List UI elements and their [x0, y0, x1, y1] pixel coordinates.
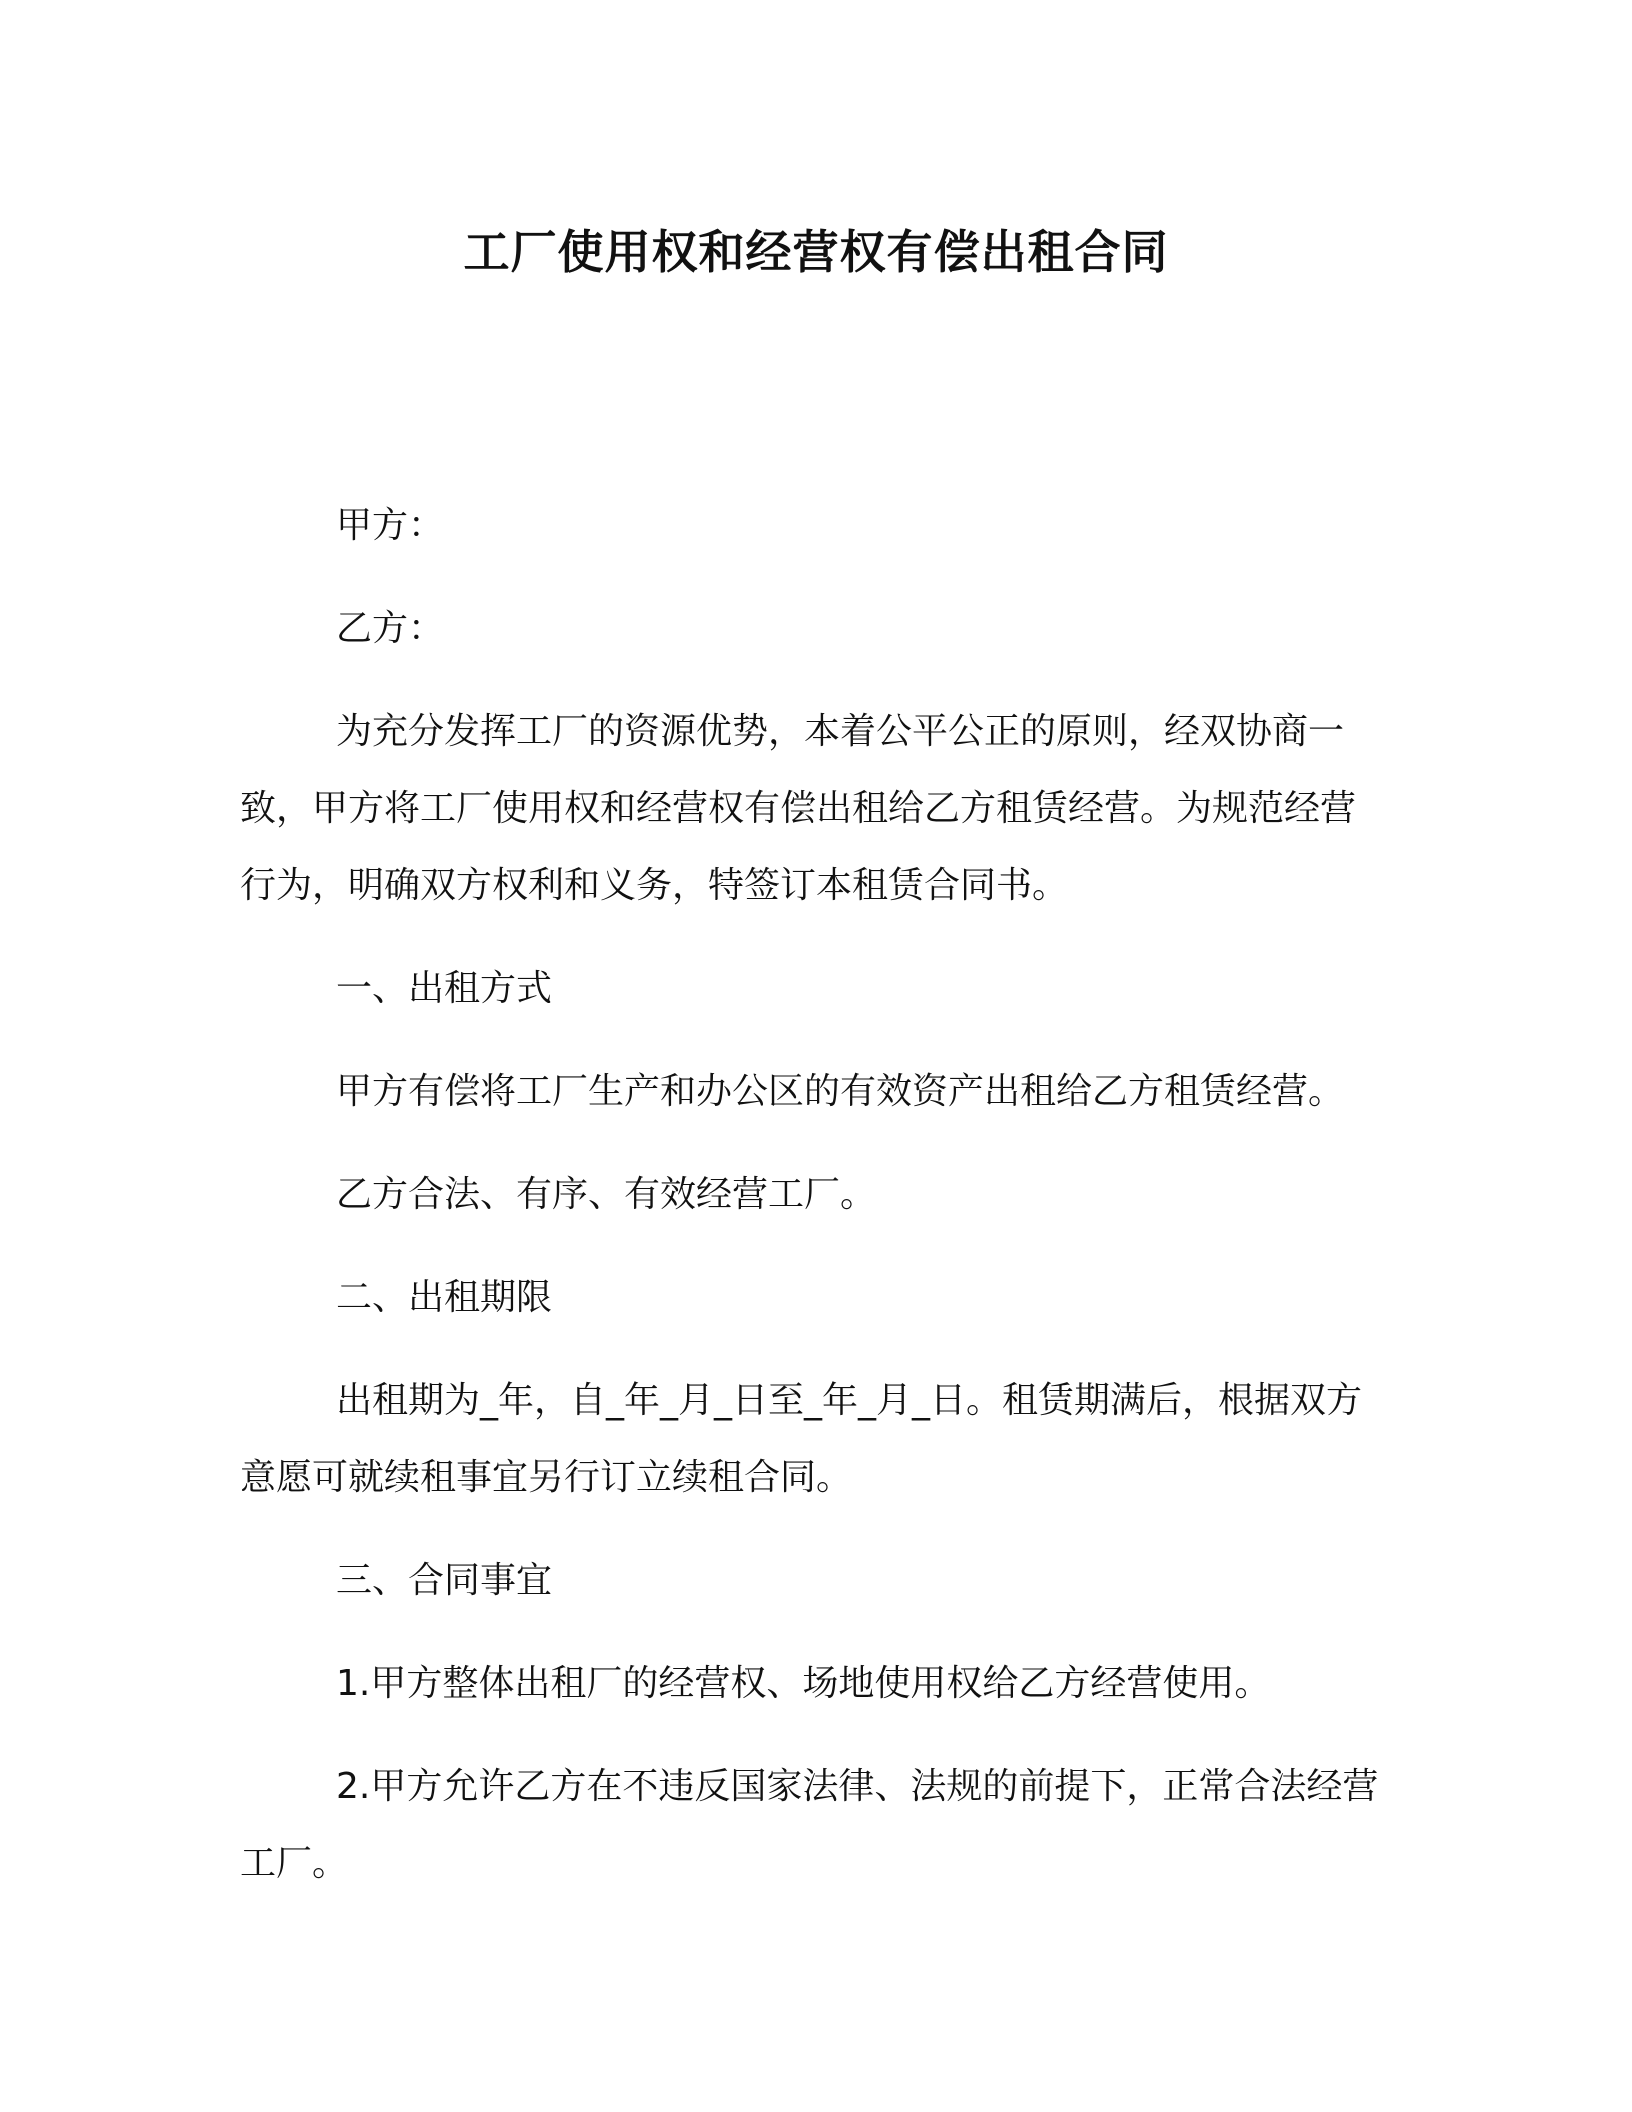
section-3-item-2: 2.甲方允许乙方在不违反国家法律、法规的前提下，正常合法经营工厂。 [240, 1766, 1379, 1884]
section-1-paragraph-2: 乙方合法、有序、有效经营工厂。 [336, 1174, 877, 1215]
intro-paragraph: 为充分发挥工厂的资源优势，本着公平公正的原则，经双协商一致，甲方将工厂使用权和经营权有偿出租给乙方租赁经营。为规范经营行为，明确双方权利和义务，特签订本租赁合同书。 [240, 711, 1357, 906]
party-b-line: 乙方： [336, 608, 445, 649]
section-3-item-1: 1.甲方整体出租厂的经营权、场地使用权给乙方经营使用。 [336, 1663, 1271, 1704]
document-body [240, 487, 1390, 1902]
section-2-paragraph-1: 出租期为_年，自_年_月_日至_年_月_日。租赁期满后，根据双方意愿可就续租事宜另行订立续租合同。 [240, 1380, 1363, 1498]
section-2-heading: 二、出租期限 [336, 1277, 553, 1318]
section-3-heading: 三、合同事宜 [336, 1560, 553, 1601]
section-1-heading: 一、出租方式 [336, 968, 553, 1009]
party-a-line: 甲方： [336, 505, 445, 546]
section-1-paragraph-1: 甲方有偿将工厂生产和办公区的有效资产出租给乙方租赁经营。 [336, 1071, 1345, 1112]
document-title: 工厂使用权和经营权有偿出租合同 [463, 225, 1169, 279]
